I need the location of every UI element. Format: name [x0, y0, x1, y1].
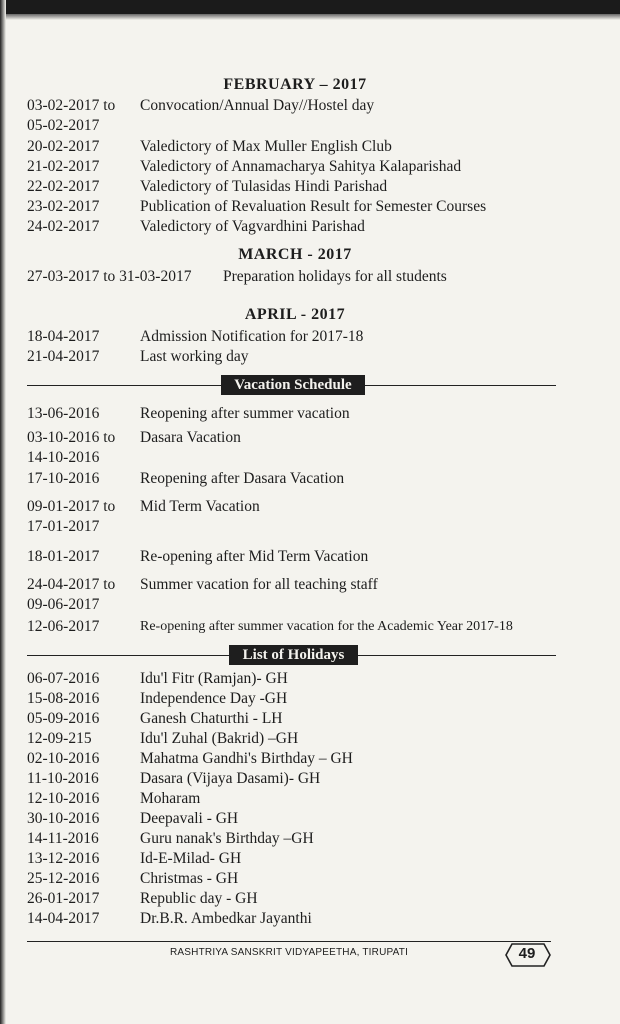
event-date-end: 09-06-2017	[27, 596, 100, 613]
event-date-end: 17-01-2017	[27, 518, 100, 535]
holiday-name: Independence Day -GH	[140, 690, 288, 707]
holiday-name: Republic day - GH	[140, 890, 258, 907]
holiday-name: Mahatma Gandhi's Birthday – GH	[140, 750, 353, 767]
holiday-name: Id-E-Milad- GH	[140, 850, 242, 867]
footer-rule	[27, 941, 551, 942]
event-date: 17-10-2016	[27, 470, 100, 487]
holiday-date: 02-10-2016	[27, 750, 100, 767]
event-date: 18-01-2017	[27, 548, 100, 565]
event-description: Valedictory of Annamacharya Sahitya Kalaparishad	[140, 158, 462, 175]
page-binding-fade	[0, 14, 620, 20]
event-description: Last working day	[140, 348, 249, 365]
list-of-holidays-banner: List of Holidays	[229, 645, 358, 665]
event-date: 03-02-2017 to	[27, 97, 116, 114]
page-binding-shadow	[0, 0, 620, 14]
holiday-date: 14-11-2016	[27, 830, 99, 847]
event-date: 20-02-2017	[27, 138, 100, 155]
holiday-date: 12-09-215	[27, 730, 92, 747]
event-date: 22-02-2017	[27, 178, 100, 195]
march-heading: MARCH - 2017	[238, 246, 352, 263]
page-gutter-shadow	[0, 0, 6, 1024]
holiday-name: Idu'l Fitr (Ramjan)- GH	[140, 670, 288, 687]
event-date: 27-03-2017 to 31-03-2017	[27, 268, 192, 285]
event-description: Valedictory of Vagvardhini Parishad	[140, 218, 365, 235]
holiday-date: 14-04-2017	[27, 910, 100, 927]
event-date: 13-06-2016	[27, 405, 100, 422]
holiday-date: 05-09-2016	[27, 710, 100, 727]
holiday-name: Idu'l Zuhal (Bakrid) –GH	[140, 730, 299, 747]
holiday-date: 30-10-2016	[27, 810, 100, 827]
event-date: 21-04-2017	[27, 348, 100, 365]
event-date-end: 14-10-2016	[27, 449, 100, 466]
vacation-schedule-banner: Vacation Schedule	[221, 375, 365, 395]
event-description: Publication of Revaluation Result for Semester Courses	[140, 198, 487, 215]
event-description: Re-opening after summer vacation for the Academic Year 2017-18	[140, 619, 513, 634]
holiday-date: 12-10-2016	[27, 790, 100, 807]
holiday-name: Deepavali - GH	[140, 810, 239, 827]
holiday-date: 11-10-2016	[27, 770, 99, 787]
event-description: Dasara Vacation	[140, 429, 241, 446]
holiday-name: Moharam	[140, 790, 201, 807]
footer-institution: RASHTRIYA SANSKRIT VIDYAPEETHA, TIRUPATI	[170, 947, 409, 958]
holiday-date: 06-07-2016	[27, 670, 100, 687]
event-date: 09-01-2017 to	[27, 498, 116, 515]
holiday-date: 25-12-2016	[27, 870, 100, 887]
event-date-end: 05-02-2017	[27, 117, 100, 134]
event-description: Reopening after Dasara Vacation	[140, 470, 345, 487]
event-description: Mid Term Vacation	[140, 498, 260, 515]
event-date: 24-02-2017	[27, 218, 100, 235]
event-description: Admission Notification for 2017-18	[140, 328, 364, 345]
event-date: 21-02-2017	[27, 158, 100, 175]
event-date: 23-02-2017	[27, 198, 100, 215]
event-description: Summer vacation for all teaching staff	[140, 576, 378, 593]
event-description: Re-opening after Mid Term Vacation	[140, 548, 369, 565]
holiday-date: 15-08-2016	[27, 690, 100, 707]
event-description: Valedictory of Max Muller English Club	[140, 138, 392, 155]
event-date: 03-10-2016 to	[27, 429, 116, 446]
holiday-name: Dr.B.R. Ambedkar Jayanthi	[140, 910, 312, 927]
holiday-name: Christmas - GH	[140, 870, 239, 887]
event-description: Valedictory of Tulasidas Hindi Parishad	[140, 178, 388, 195]
event-description: Reopening after summer vacation	[140, 405, 350, 422]
event-date: 24-04-2017 to	[27, 576, 116, 593]
event-date: 12-06-2017	[27, 618, 100, 635]
holiday-name: Dasara (Vijaya Dasami)- GH	[140, 770, 321, 787]
holiday-date: 13-12-2016	[27, 850, 100, 867]
event-date: 18-04-2017	[27, 328, 100, 345]
april-heading: APRIL - 2017	[244, 306, 346, 323]
february-heading: FEBRUARY – 2017	[223, 76, 367, 93]
holiday-name: Ganesh Chaturthi - LH	[140, 710, 283, 727]
holiday-name: Guru nanak's Birthday –GH	[140, 830, 314, 847]
holiday-date: 26-01-2017	[27, 890, 100, 907]
event-description: Preparation holidays for all students	[223, 268, 447, 285]
page-number: 49	[518, 945, 536, 962]
event-description: Convocation/Annual Day//Hostel day	[140, 97, 375, 114]
